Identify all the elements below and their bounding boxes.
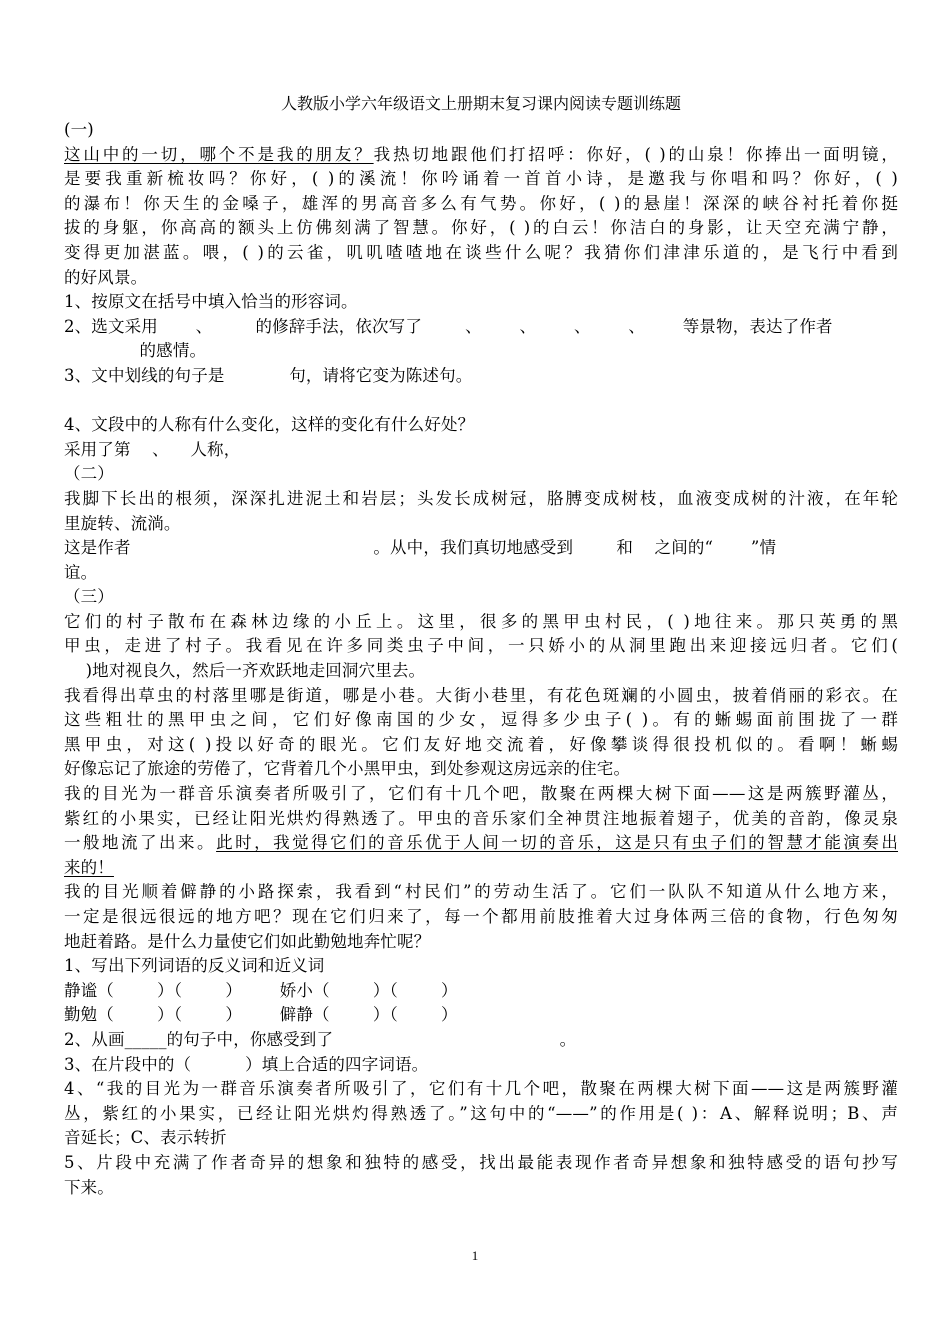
section1-paragraph-line: 是要我重新梳妆吗？你好，( )的溪流！你吟诵着一首首小诗，是邀我与你唱和吗？你好，( )	[64, 169, 898, 189]
section1-paragraph-line: 拔的身躯，你高高的额头上仿佛刻满了智慧。你好，( )的白云！你洁白的身影，让天空充满宁静，	[64, 218, 898, 238]
section3-paragraph-line: )地对视良久，然后一齐欢跃地走回洞穴里去。	[64, 661, 426, 681]
text-span: 一般地流了出来。	[64, 833, 217, 853]
document-page	[64, 92, 898, 1200]
section3-paragraph-line: 这些粗壮的黑甲虫之间，它们好像南国的少女，逗得多少虫子( )。有的蜥蜴面前围拢了一群	[64, 710, 898, 730]
section2-question: 这是作者 。从中，我们真切地感受到 和 之间的“ ”情	[64, 538, 777, 558]
section3-paragraph-line: 它们的村子散布在森林边缘的小丘上。这里，很多的黑甲虫村民，( )地往来。那只英勇的黑	[64, 611, 898, 631]
question-1: 1、按原文在括号中填入恰当的形容词。	[64, 292, 358, 312]
question-1: 1、写出下列词语的反义词和近义词	[64, 956, 325, 976]
section3-paragraph-line: 甲虫，走进了村子。我看见在许多同类虫子中间，一只娇小的从洞里跑出来迎接远归者。它们(	[64, 636, 898, 656]
question-3: 3、在片段中的（ ）填上合适的四字词语。	[64, 1054, 429, 1074]
section3-heading: （三）	[64, 587, 114, 607]
question-2: 2、选文采用 、 的修辞手法，依次写了 、 、 、 、 等景物，表达了作者	[64, 316, 833, 336]
section1-paragraph-line: 的瀑布！你天生的金嗓子，雄浑的男高音多么有气势。你好，( )的悬崖！深深的峡谷衬托着你挺	[64, 193, 898, 213]
question-4-answer: 采用了第 、 人称，	[64, 439, 241, 459]
question-4-continued: 音延长；C、表示转折	[64, 1128, 227, 1148]
section2-paragraph-line: 我脚下长出的根须，深深扎进泥土和岩层；头发长成树冠，胳膊变成树枝，血液变成树的汁液，在年轮	[64, 488, 898, 508]
question-2-continued: 的感情。	[64, 341, 207, 361]
page-number: 1	[471, 1248, 479, 1263]
underlined-sentence: 来的！	[64, 857, 114, 877]
question-3: 3、文中划线的句子是 句，请将它变为陈述句。	[64, 365, 473, 385]
section3-paragraph-line: 紫红的小果实，已经让阳光烘灼得熟透了。甲虫的音乐家们全神贯注地振着翅子，优美的音韵，像灵泉	[64, 808, 898, 828]
question-2: 2、从画_____的句子中，你感受到了 。	[64, 1029, 577, 1049]
document-title: 人教版小学六年级语文上册期末复习课内阅读专题训练题	[280, 94, 681, 113]
section3-paragraph-line	[64, 831, 898, 856]
word-row: 静谧（ ）（ ） 娇小（ ）（ ）	[64, 980, 458, 1000]
section3-paragraph-line: 我的目光为一群音乐演奏者所吸引了，它们有十几个吧，散聚在两棵大树下面——这是两簇野灌丛，	[64, 784, 898, 804]
section3-paragraph-line: 我的目光顺着僻静的小路探索，我看到“村民们”的劳动生活了。它们一队队不知道从什么地方来，	[64, 882, 898, 902]
section1-paragraph-line: 的好风景。	[64, 267, 148, 287]
question-4-continued: 丛，紫红的小果实，已经让阳光烘灼得熟透了。”这句中的“——”的作用是( )：A、解释说明；B、声	[64, 1103, 898, 1123]
section3-paragraph-line	[64, 856, 898, 881]
text-span: 我热切地跟他们打招呼：你好，( )的山泉！你捧出一面明镜，	[373, 144, 898, 164]
section2-heading: （二）	[64, 464, 114, 484]
section3-paragraph-line: 好像忘记了旅途的劳倦了，它背着几个小黑甲虫，到处参观这房远亲的住宅。	[64, 759, 631, 779]
question-4: 4、文段中的人称有什么变化，这样的变化有什么好处？	[64, 415, 475, 435]
section2-question-continued: 谊。	[64, 562, 98, 582]
answer-space	[64, 389, 898, 414]
underlined-sentence: 此时，我觉得它们的音乐优于人间一切的音乐，这是只有虫子们的智慧才能演奏出	[216, 833, 899, 853]
question-4: 4、“我的目光为一群音乐演奏者所吸引了，它们有十几个吧，散聚在两棵大树下面——这是两簇野灌	[64, 1079, 898, 1099]
section2-paragraph-line: 里旋转、流淌。	[64, 513, 181, 533]
section1-heading: (一)	[64, 120, 94, 139]
question-5-continued: 下来。	[64, 1177, 114, 1197]
section3-paragraph-line: 我看得出草虫的村落里哪是街道，哪是小巷。大街小巷里，有花色斑斓的小圆虫，披着俏丽的彩衣。在	[64, 685, 898, 705]
section1-paragraph-line	[64, 143, 898, 168]
underlined-sentence: 这山中的一切，哪个不是我的朋友？	[64, 144, 374, 164]
section3-paragraph-line: 一定是很远很远的地方吧？现在它们归来了，每一个都用前肢推着大过身体两三倍的食物，行色匆匆	[64, 907, 898, 926]
word-row: 勤勉（ ）（ ） 僻静（ ）（ ）	[64, 1005, 458, 1025]
question-5: 5、片段中充满了作者奇异的想象和独特的感受，找出最能表现作者奇异想象和独特感受的语句抄写	[64, 1152, 898, 1172]
section3-paragraph-line: 黑甲虫，对这( )投以好奇的眼光。它们友好地交流着，好像攀谈得很投机似的。看啊！蜥蜴	[64, 734, 898, 754]
section3-paragraph-line: 地赶着路。是什么力量使它们如此勤勉地奔忙呢？	[64, 931, 431, 951]
section1-paragraph-line: 变得更加湛蓝。喂，( )的云雀，叽叽喳喳地在谈些什么呢？我猜你们津津乐道的，是飞行中看到	[64, 242, 898, 262]
